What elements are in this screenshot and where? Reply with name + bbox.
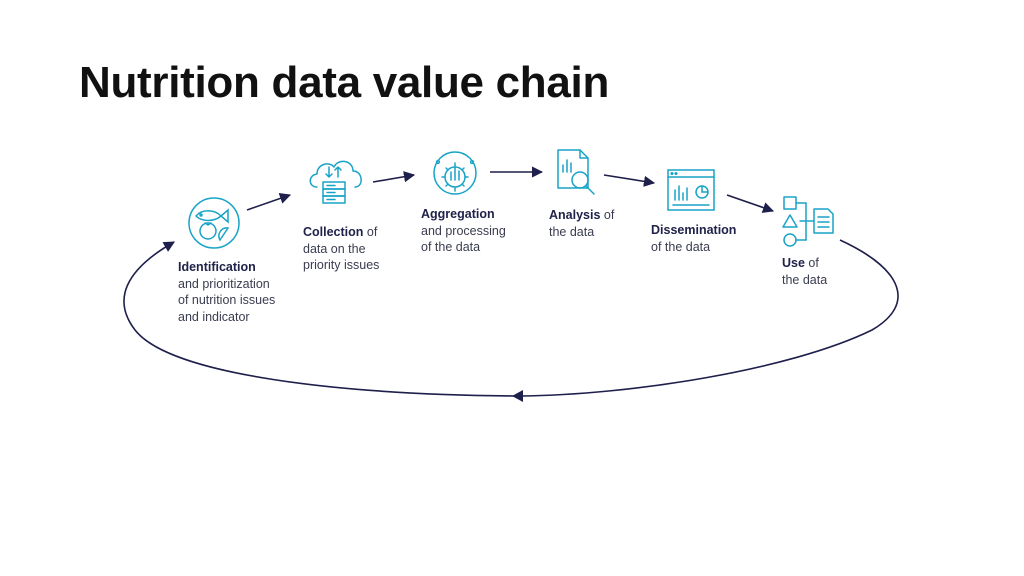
step-line: of the data: [421, 240, 481, 254]
step-line: and prioritization: [178, 276, 270, 291]
step-heading: Aggregation: [421, 207, 495, 221]
step-suffix: of: [600, 208, 615, 222]
step-line: the data: [549, 224, 595, 239]
loop-midpoint-arrowhead: [512, 390, 523, 402]
fish-tomato-icon: [187, 196, 241, 250]
step-line: of nutrition issues: [178, 293, 276, 307]
arrow-4: [604, 175, 654, 183]
step-heading: Dissemination: [651, 223, 737, 237]
step-heading: Identification: [178, 260, 256, 274]
step-heading: Analysis: [549, 208, 601, 222]
step-line: and processing: [421, 223, 506, 238]
step-line: priority issues: [303, 258, 380, 272]
step-line: the data: [782, 272, 828, 287]
step-collection-label: [303, 224, 379, 274]
step-suffix: of: [804, 256, 819, 270]
shapes-document-icon: [782, 195, 836, 249]
arrow-2: [373, 175, 414, 182]
step-line: and indicator: [178, 309, 250, 324]
step-line: of the data: [651, 239, 711, 254]
cloud-server-icon: [305, 155, 367, 213]
slide-title: Nutrition data value chain: [79, 58, 610, 107]
step-suffix: of: [363, 225, 378, 239]
step-heading: Collection: [303, 225, 364, 239]
step-analysis-label: [549, 207, 614, 240]
step-dissemination-label: [651, 222, 736, 255]
dashboard-window-icon: [666, 168, 716, 214]
step-identification-label: [178, 259, 275, 325]
step-heading: Use: [782, 256, 805, 270]
document-magnifier-icon: [555, 148, 599, 198]
arrow-1: [247, 195, 290, 210]
gear-chart-icon: [430, 150, 480, 198]
arrow-5: [727, 195, 773, 211]
step-use-label: [782, 255, 827, 288]
step-aggregation-label: [421, 206, 506, 256]
step-line: data on the: [303, 241, 366, 256]
